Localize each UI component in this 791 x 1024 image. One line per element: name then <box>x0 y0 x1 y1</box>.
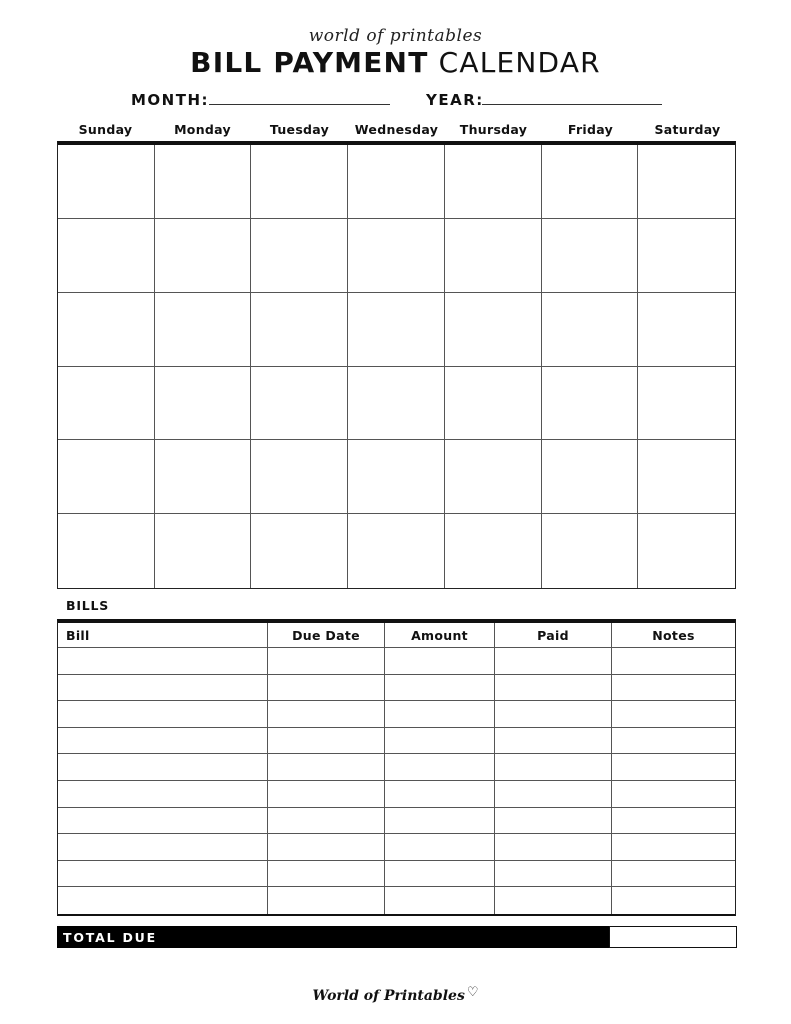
calendar-day-cell[interactable] <box>638 145 735 219</box>
calendar-day-cell[interactable] <box>251 514 348 588</box>
heart-icon: ♡ <box>466 985 479 1000</box>
bill-cell-due-date[interactable] <box>268 808 385 835</box>
bill-cell-due-date[interactable] <box>268 781 385 808</box>
bill-cell-notes[interactable] <box>612 754 735 781</box>
calendar-day-cell[interactable] <box>348 514 445 588</box>
calendar-day-cell[interactable] <box>542 367 639 441</box>
calendar-day-cell[interactable] <box>155 293 252 367</box>
bill-cell-bill[interactable] <box>58 754 268 781</box>
bill-cell-notes[interactable] <box>612 648 735 675</box>
bill-cell-due-date[interactable] <box>268 887 385 914</box>
weekday-thursday: Thursday <box>459 122 528 137</box>
bill-cell-bill[interactable] <box>58 781 268 808</box>
total-due-label: TOTAL DUE <box>63 929 157 945</box>
calendar-day-cell[interactable] <box>251 440 348 514</box>
calendar-day-cell[interactable] <box>542 293 639 367</box>
bill-cell-bill[interactable] <box>58 861 268 888</box>
weekday-wednesday: Wednesday <box>354 122 439 137</box>
month-label: MONTH: <box>131 91 210 109</box>
bill-cell-paid[interactable] <box>495 648 612 675</box>
calendar-day-cell[interactable] <box>155 514 252 588</box>
calendar-day-cell[interactable] <box>542 514 639 588</box>
total-due-field[interactable] <box>609 926 737 948</box>
bill-cell-notes[interactable] <box>612 701 735 728</box>
calendar-day-cell[interactable] <box>445 145 542 219</box>
calendar-day-cell[interactable] <box>251 219 348 293</box>
bill-cell-due-date[interactable] <box>268 754 385 781</box>
bills-section-label: BILLS <box>66 598 110 613</box>
weekday-header-row <box>57 122 736 140</box>
calendar-day-cell[interactable] <box>58 440 155 514</box>
calendar-day-cell[interactable] <box>542 219 639 293</box>
bill-cell-notes[interactable] <box>612 861 735 888</box>
bill-cell-bill[interactable] <box>58 834 268 861</box>
calendar-day-cell[interactable] <box>58 514 155 588</box>
bills-header-amount: Amount <box>385 623 495 648</box>
bill-cell-paid[interactable] <box>495 728 612 755</box>
total-due-bar <box>57 926 609 948</box>
bill-cell-bill[interactable] <box>58 701 268 728</box>
year-label: YEAR: <box>426 91 484 109</box>
bill-cell-amount[interactable] <box>385 701 495 728</box>
calendar-day-cell[interactable] <box>445 219 542 293</box>
calendar-day-cell[interactable] <box>638 514 735 588</box>
bill-cell-amount[interactable] <box>385 781 495 808</box>
bill-cell-paid[interactable] <box>495 808 612 835</box>
brand-wordmark: world of printables <box>308 26 483 46</box>
calendar-day-cell[interactable] <box>155 440 252 514</box>
calendar-day-cell[interactable] <box>58 293 155 367</box>
calendar-day-cell[interactable] <box>445 367 542 441</box>
page-title-light: CALENDAR <box>438 46 601 79</box>
calendar-day-cell[interactable] <box>445 514 542 588</box>
bill-cell-bill[interactable] <box>58 728 268 755</box>
calendar-day-cell[interactable] <box>155 219 252 293</box>
calendar-day-cell[interactable] <box>251 367 348 441</box>
bills-header-paid: Paid <box>495 623 612 648</box>
calendar-day-cell[interactable] <box>348 293 445 367</box>
weekday-tuesday: Tuesday <box>269 122 330 137</box>
bill-cell-paid[interactable] <box>495 701 612 728</box>
calendar-day-cell[interactable] <box>348 219 445 293</box>
bill-cell-paid[interactable] <box>495 834 612 861</box>
bill-cell-paid[interactable] <box>495 675 612 702</box>
bill-cell-notes[interactable] <box>612 808 735 835</box>
calendar-day-cell[interactable] <box>251 145 348 219</box>
calendar-day-cell[interactable] <box>638 219 735 293</box>
calendar-day-cell[interactable] <box>348 440 445 514</box>
bill-cell-amount[interactable] <box>385 754 495 781</box>
bill-cell-notes[interactable] <box>612 728 735 755</box>
year-field[interactable] <box>482 104 662 105</box>
bill-cell-amount[interactable] <box>385 808 495 835</box>
weekday-sunday: Sunday <box>78 122 133 137</box>
weekday-saturday: Saturday <box>654 122 721 137</box>
bill-cell-amount[interactable] <box>385 887 495 914</box>
bill-cell-due-date[interactable] <box>268 648 385 675</box>
calendar-day-cell[interactable] <box>542 440 639 514</box>
bill-cell-bill[interactable] <box>58 808 268 835</box>
bills-header-notes: Notes <box>612 623 735 648</box>
bills-header-due-date: Due Date <box>268 623 385 648</box>
footer-brand <box>0 985 791 1004</box>
bill-cell-notes[interactable] <box>612 675 735 702</box>
bill-cell-amount[interactable] <box>385 861 495 888</box>
calendar-day-cell[interactable] <box>638 367 735 441</box>
bill-cell-paid[interactable] <box>495 781 612 808</box>
weekday-monday: Monday <box>174 122 231 137</box>
calendar-day-cell[interactable] <box>638 440 735 514</box>
calendar-day-cell[interactable] <box>155 367 252 441</box>
calendar-day-cell[interactable] <box>58 219 155 293</box>
bill-cell-amount[interactable] <box>385 675 495 702</box>
bill-cell-due-date[interactable] <box>268 701 385 728</box>
month-field[interactable] <box>209 104 390 105</box>
bill-cell-amount[interactable] <box>385 834 495 861</box>
footer-brand-text: World of Printables <box>312 988 465 1004</box>
bill-cell-bill[interactable] <box>58 887 268 914</box>
calendar-day-cell[interactable] <box>58 367 155 441</box>
page-title-bold: BILL PAYMENT <box>190 46 429 79</box>
bill-cell-paid[interactable] <box>495 887 612 914</box>
calendar-day-cell[interactable] <box>348 145 445 219</box>
calendar-day-cell[interactable] <box>445 293 542 367</box>
bill-cell-bill[interactable] <box>58 648 268 675</box>
bill-cell-due-date[interactable] <box>268 834 385 861</box>
bill-cell-notes[interactable] <box>612 887 735 914</box>
calendar-grid <box>57 141 736 589</box>
calendar-day-cell[interactable] <box>445 440 542 514</box>
calendar-day-cell[interactable] <box>251 293 348 367</box>
bill-cell-notes[interactable] <box>612 834 735 861</box>
calendar-day-cell[interactable] <box>155 145 252 219</box>
calendar-day-cell[interactable] <box>542 145 639 219</box>
calendar-day-cell[interactable] <box>638 293 735 367</box>
bill-cell-paid[interactable] <box>495 861 612 888</box>
bill-cell-amount[interactable] <box>385 728 495 755</box>
bill-cell-due-date[interactable] <box>268 728 385 755</box>
bills-table <box>57 619 736 916</box>
bill-cell-amount[interactable] <box>385 648 495 675</box>
bills-header-bill: Bill <box>58 623 268 648</box>
bill-cell-due-date[interactable] <box>268 861 385 888</box>
bill-cell-due-date[interactable] <box>268 675 385 702</box>
page-title <box>0 46 791 79</box>
bill-cell-paid[interactable] <box>495 754 612 781</box>
calendar-day-cell[interactable] <box>58 145 155 219</box>
weekday-friday: Friday <box>567 122 614 137</box>
bill-cell-bill[interactable] <box>58 675 268 702</box>
bill-cell-notes[interactable] <box>612 781 735 808</box>
calendar-day-cell[interactable] <box>348 367 445 441</box>
